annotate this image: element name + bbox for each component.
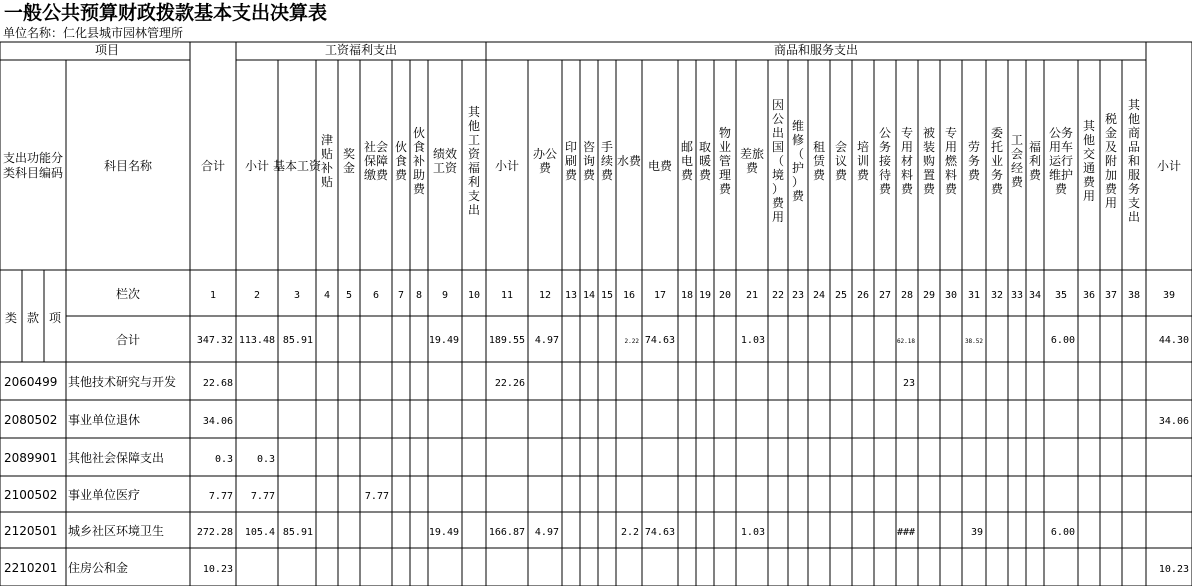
col-header-29-part: 被 (922, 126, 936, 140)
row-cell-1: 7.77 (208, 491, 233, 502)
col-header-26-part: 培 (856, 140, 870, 154)
col-header-27-part: 费 (878, 182, 892, 196)
header-item: 项目 (94, 43, 120, 57)
total-row-label: 合计 (115, 333, 141, 347)
col-header-34-part: 费 (1028, 168, 1042, 182)
col-number-20: 20 (718, 290, 732, 301)
col-header-36-part: 通 (1082, 161, 1096, 175)
col-header-37-part: 用 (1104, 196, 1118, 210)
col-header-30-part: 用 (944, 140, 958, 154)
col-number-28: 28 (900, 290, 914, 301)
col-header-24-part: 租 (812, 140, 826, 154)
col-number-39: 39 (1162, 290, 1176, 301)
col-number-31: 31 (967, 290, 981, 301)
col-header-38-part: 出 (1127, 210, 1141, 224)
row-cell-9: 19.49 (428, 527, 459, 538)
col-header-31-part: 劳 (967, 140, 981, 154)
col-header-13-part: 费 (564, 168, 578, 182)
col-header-7-part: 食 (394, 154, 408, 168)
col-header-28-part: 费 (900, 182, 914, 196)
col-header-3: 基本工资 (272, 159, 322, 173)
col-header-29-part: 购 (922, 154, 936, 168)
col-number-9: 9 (441, 290, 449, 301)
col-number-33: 33 (1010, 290, 1024, 301)
col-header-18-part: 费 (680, 168, 694, 182)
row-cell-35: 6.00 (1050, 527, 1075, 538)
col-header-32-part: 业 (990, 154, 1004, 168)
row-cell-21: 1.03 (740, 527, 765, 538)
col-number-10: 10 (467, 290, 481, 301)
row-name: 城乡社区环境卫生 (68, 524, 165, 538)
header-name: 科目名称 (103, 159, 153, 173)
col-header-37-part: 及 (1104, 140, 1118, 154)
col-header-22-part: 公 (771, 112, 785, 126)
col-header-21-part: 费 (745, 161, 759, 175)
row-code: 2100502 (4, 488, 58, 502)
col-header-30-part: 费 (944, 182, 958, 196)
col-header-25-part: 议 (834, 154, 848, 168)
total-cell-21: 1.03 (740, 335, 765, 346)
col-header-4-part: 贴 (320, 147, 334, 161)
col-number-12: 12 (538, 290, 552, 301)
col-number-3: 3 (293, 290, 301, 301)
total-cell-31: 38.52 (964, 338, 983, 345)
header-lanci: 栏次 (115, 287, 141, 301)
col-header-33-part: 经 (1010, 161, 1024, 175)
total-cell-3: 85.91 (282, 335, 313, 346)
col-header-22-part: 用 (771, 210, 785, 224)
col-header-23-part: 维 (791, 119, 805, 133)
col-header-31-part: 务 (967, 154, 981, 168)
col-header-15-part: 费 (600, 168, 614, 182)
col-header-33-part: 工 (1010, 133, 1024, 147)
col-header-22-part: ） (771, 182, 785, 196)
col-header-10-part: 出 (467, 203, 481, 217)
col-number-23: 23 (791, 290, 805, 301)
col-number-11: 11 (500, 290, 514, 301)
col-header-35-part: 用车 (1048, 140, 1074, 154)
col-header-19-part: 暖 (698, 154, 712, 168)
col-header-36-part: 其 (1082, 119, 1096, 133)
col-header-34-part: 利 (1028, 154, 1042, 168)
col-header-4-part: 补 (320, 161, 334, 175)
row-cell-1: 272.28 (196, 527, 233, 538)
col-header-30-part: 料 (944, 168, 958, 182)
col-header-37-part: 费 (1104, 182, 1118, 196)
col-header-29-part: 置 (922, 168, 936, 182)
col-header-36-part: 用 (1082, 189, 1096, 203)
row-name: 其他技术研究与开发 (68, 375, 177, 389)
col-header-23-part: （ (791, 147, 805, 161)
col-header-24-part: 费 (812, 168, 826, 182)
col-header-15-part: 手 (600, 140, 614, 154)
col-header-35-part: 运行 (1048, 154, 1074, 168)
col-header-18-part: 电 (680, 154, 694, 168)
col-header-31-part: 费 (967, 168, 981, 182)
col-header-13-part: 印 (564, 140, 578, 154)
total-cell-39: 44.30 (1158, 335, 1189, 346)
col-header-28-part: 专 (900, 126, 914, 140)
col-header-23-part: ） (791, 175, 805, 189)
col-header-7-part: 伙 (394, 140, 408, 154)
col-header-27-part: 务 (878, 140, 892, 154)
col-number-13: 13 (564, 290, 578, 301)
row-cell-39: 10.23 (1158, 564, 1189, 575)
col-header-35-part: 维护 (1048, 168, 1074, 182)
col-header-38-part: 商 (1127, 126, 1141, 140)
col-header-28-part: 料 (900, 168, 914, 182)
row-cell-28: 23 (902, 378, 915, 389)
total-cell-9: 19.49 (428, 335, 459, 346)
row-name: 其他社会保障支出 (68, 451, 165, 465)
row-code: 2089901 (4, 451, 58, 465)
col-header-27-part: 公 (878, 126, 892, 140)
header-xiang: 项 (48, 311, 62, 325)
col-header-38-part: 和 (1127, 154, 1141, 168)
col-header-36-part: 他 (1082, 133, 1096, 147)
table-grid (0, 42, 1192, 586)
total-cell-12: 4.97 (534, 335, 559, 346)
col-header-5-part: 金 (342, 161, 356, 175)
col-number-26: 26 (856, 290, 870, 301)
row-cell-11: 22.26 (494, 378, 525, 389)
col-header-6-part: 保障 (363, 154, 389, 168)
col-number-35: 35 (1054, 290, 1068, 301)
col-header-12-part: 办公 (532, 147, 558, 161)
col-number-21: 21 (745, 290, 759, 301)
col-number-19: 19 (698, 290, 712, 301)
col-header-5-part: 奖 (342, 147, 356, 161)
col-header-38-part: 其 (1127, 98, 1141, 112)
col-header-34-part: 福 (1028, 140, 1042, 154)
col-header-16-part: 水费 (616, 154, 642, 168)
col-header-17: 电费 (647, 159, 673, 173)
col-header-22-part: 出 (771, 126, 785, 140)
col-header-20-part: 管 (718, 154, 732, 168)
row-code: 2080502 (4, 413, 58, 427)
row-cell-17: 74.63 (644, 527, 675, 538)
col-header-33-part: 费 (1010, 175, 1024, 189)
col-header-23-part: 费 (791, 189, 805, 203)
col-number-27: 27 (878, 290, 892, 301)
total-cell-35: 6.00 (1050, 335, 1075, 346)
col-header-22-part: 境 (771, 168, 785, 182)
col-header-27-part: 待 (878, 168, 892, 182)
col-header-2: 小计 (244, 159, 270, 173)
col-number-6: 6 (372, 290, 380, 301)
col-header-12-part: 费 (538, 161, 552, 175)
row-cell-2: 7.77 (250, 491, 275, 502)
col-header-32-part: 托 (990, 140, 1004, 154)
col-header-37-part: 税 (1104, 112, 1118, 126)
col-header-19-part: 费 (698, 168, 712, 182)
col-header-10-part: 利 (467, 175, 481, 189)
col-header-19-part: 取 (698, 140, 712, 154)
col-header-33-part: 会 (1010, 147, 1024, 161)
row-cell-2: 0.3 (256, 454, 275, 465)
col-header-14-part: 询 (582, 154, 596, 168)
col-header-6-part: 社会 (363, 140, 389, 154)
col-header-13-part: 刷 (564, 154, 578, 168)
col-header-7-part: 费 (394, 168, 408, 182)
col-number-29: 29 (922, 290, 936, 301)
row-cell-6: 7.77 (364, 491, 389, 502)
row-cell-1: 34.06 (202, 416, 233, 427)
col-header-14-part: 费 (582, 168, 596, 182)
col-header-20-part: 业 (718, 140, 732, 154)
row-cell-16: 2.2 (620, 527, 639, 538)
col-number-14: 14 (582, 290, 596, 301)
header-kuan: 款 (26, 311, 40, 325)
col-number-30: 30 (944, 290, 958, 301)
col-header-25-part: 费 (834, 168, 848, 182)
col-number-32: 32 (990, 290, 1004, 301)
unit-name: 单位名称：仁化县城市园林管理所 (3, 26, 184, 40)
col-header-10-part: 其 (467, 105, 481, 119)
row-name: 事业单位退休 (68, 413, 141, 427)
header-goods-group: 商品和服务支出 (773, 43, 859, 57)
row-cell-11: 166.87 (488, 527, 525, 538)
total-cell-16: 2.22 (624, 338, 639, 345)
col-header-4-part: 津 (320, 133, 334, 147)
header-code: 支出功能分类科目编码 (2, 151, 64, 180)
col-header-1: 合计 (200, 159, 226, 173)
col-number-8: 8 (415, 290, 423, 301)
total-cell-17: 74.63 (644, 335, 675, 346)
col-header-20-part: 理 (718, 168, 732, 182)
col-header-28-part: 用 (900, 140, 914, 154)
col-number-36: 36 (1082, 290, 1096, 301)
col-header-37-part: 加 (1104, 168, 1118, 182)
col-header-15-part: 续 (600, 154, 614, 168)
col-header-25-part: 会 (834, 140, 848, 154)
col-header-37-part: 金 (1104, 126, 1118, 140)
col-number-24: 24 (812, 290, 826, 301)
header-lei: 类 (4, 311, 18, 325)
col-header-26-part: 训 (856, 154, 870, 168)
col-header-36-part: 交 (1082, 147, 1096, 161)
col-header-30-part: 燃 (944, 154, 958, 168)
col-number-18: 18 (680, 290, 694, 301)
row-cell-12: 4.97 (534, 527, 559, 538)
total-cell-1: 347.32 (196, 335, 233, 346)
col-number-7: 7 (397, 290, 405, 301)
col-header-8-part: 助 (412, 168, 426, 182)
table-cells (3, 42, 1189, 575)
col-number-37: 37 (1104, 290, 1118, 301)
total-cell-2: 113.48 (238, 335, 275, 346)
col-number-16: 16 (622, 290, 636, 301)
col-header-36-part: 费 (1082, 175, 1096, 189)
col-number-15: 15 (600, 290, 614, 301)
col-header-39: 小计 (1156, 159, 1182, 173)
col-header-22-part: 国 (771, 140, 785, 154)
col-header-29-part: 费 (922, 182, 936, 196)
row-code: 2120501 (4, 524, 58, 538)
col-header-23-part: 修 (791, 133, 805, 147)
col-header-10-part: 福 (467, 161, 481, 175)
row-name: 事业单位医疗 (68, 488, 141, 502)
col-header-32-part: 委 (990, 126, 1004, 140)
col-header-9-part: 绩效 (432, 147, 458, 161)
col-header-8-part: 补 (412, 154, 426, 168)
col-header-38-part: 品 (1127, 140, 1141, 154)
col-header-10-part: 支 (467, 189, 481, 203)
col-number-4: 4 (323, 290, 331, 301)
col-header-23-part: 护 (791, 161, 805, 175)
col-header-30-part: 专 (944, 126, 958, 140)
col-header-8-part: 食 (412, 140, 426, 154)
col-header-26-part: 费 (856, 168, 870, 182)
row-cell-2: 105.4 (244, 527, 275, 538)
col-header-35-part: 费 (1054, 182, 1068, 196)
row-cell-39: 34.06 (1158, 416, 1189, 427)
col-header-22-part: 因 (771, 98, 785, 112)
row-cell-1: 0.3 (214, 454, 233, 465)
col-number-25: 25 (834, 290, 848, 301)
row-cell-31: 39 (970, 527, 983, 538)
row-cell-28: ### (896, 527, 915, 538)
col-header-9-part: 工资 (432, 161, 458, 175)
col-number-5: 5 (345, 290, 353, 301)
col-header-10-part: 他 (467, 119, 481, 133)
col-header-22-part: 费 (771, 196, 785, 210)
col-number-38: 38 (1127, 290, 1141, 301)
col-number-2: 2 (253, 290, 261, 301)
col-header-38-part: 服 (1127, 168, 1141, 182)
sheet-title: 一般公共预算财政拨款基本支出决算表 (4, 2, 328, 24)
col-header-38-part: 他 (1127, 112, 1141, 126)
row-code: 2060499 (4, 375, 58, 389)
col-header-37-part: 附 (1104, 154, 1118, 168)
header-wage-group: 工资福利支出 (324, 43, 398, 57)
row-cell-3: 85.91 (282, 527, 313, 538)
row-cell-1: 10.23 (202, 564, 233, 575)
col-number-17: 17 (653, 290, 667, 301)
row-cell-1: 22.68 (202, 378, 233, 389)
col-number-34: 34 (1028, 290, 1042, 301)
col-header-6-part: 缴费 (363, 168, 389, 182)
col-number-1: 1 (209, 290, 217, 301)
col-header-38-part: 务 (1127, 182, 1141, 196)
col-header-20-part: 费 (718, 182, 732, 196)
col-header-8-part: 伙 (412, 126, 426, 140)
col-header-10-part: 资 (467, 147, 481, 161)
col-header-14-part: 咨 (582, 140, 596, 154)
col-header-29-part: 装 (922, 140, 936, 154)
col-header-32-part: 务 (990, 168, 1004, 182)
col-header-8-part: 费 (412, 182, 426, 196)
row-name: 住房公和金 (68, 561, 129, 575)
col-header-32-part: 费 (990, 182, 1004, 196)
total-cell-28: 62.18 (896, 338, 915, 345)
col-header-28-part: 材 (900, 154, 914, 168)
col-header-24-part: 赁 (812, 154, 826, 168)
col-header-11: 小计 (494, 159, 520, 173)
col-header-38-part: 支 (1127, 196, 1141, 210)
col-header-10-part: 工 (467, 133, 481, 147)
col-header-18-part: 邮 (680, 140, 694, 154)
col-header-4-part: 贴 (320, 175, 334, 189)
col-header-22-part: （ (771, 154, 785, 168)
row-code: 2210201 (4, 561, 58, 575)
col-header-20-part: 物 (718, 126, 732, 140)
col-number-22: 22 (771, 290, 785, 301)
col-header-27-part: 接 (878, 154, 892, 168)
total-cell-11: 189.55 (488, 335, 525, 346)
col-header-35-part: 公务 (1048, 126, 1074, 140)
col-header-21-part: 差旅 (739, 147, 765, 161)
